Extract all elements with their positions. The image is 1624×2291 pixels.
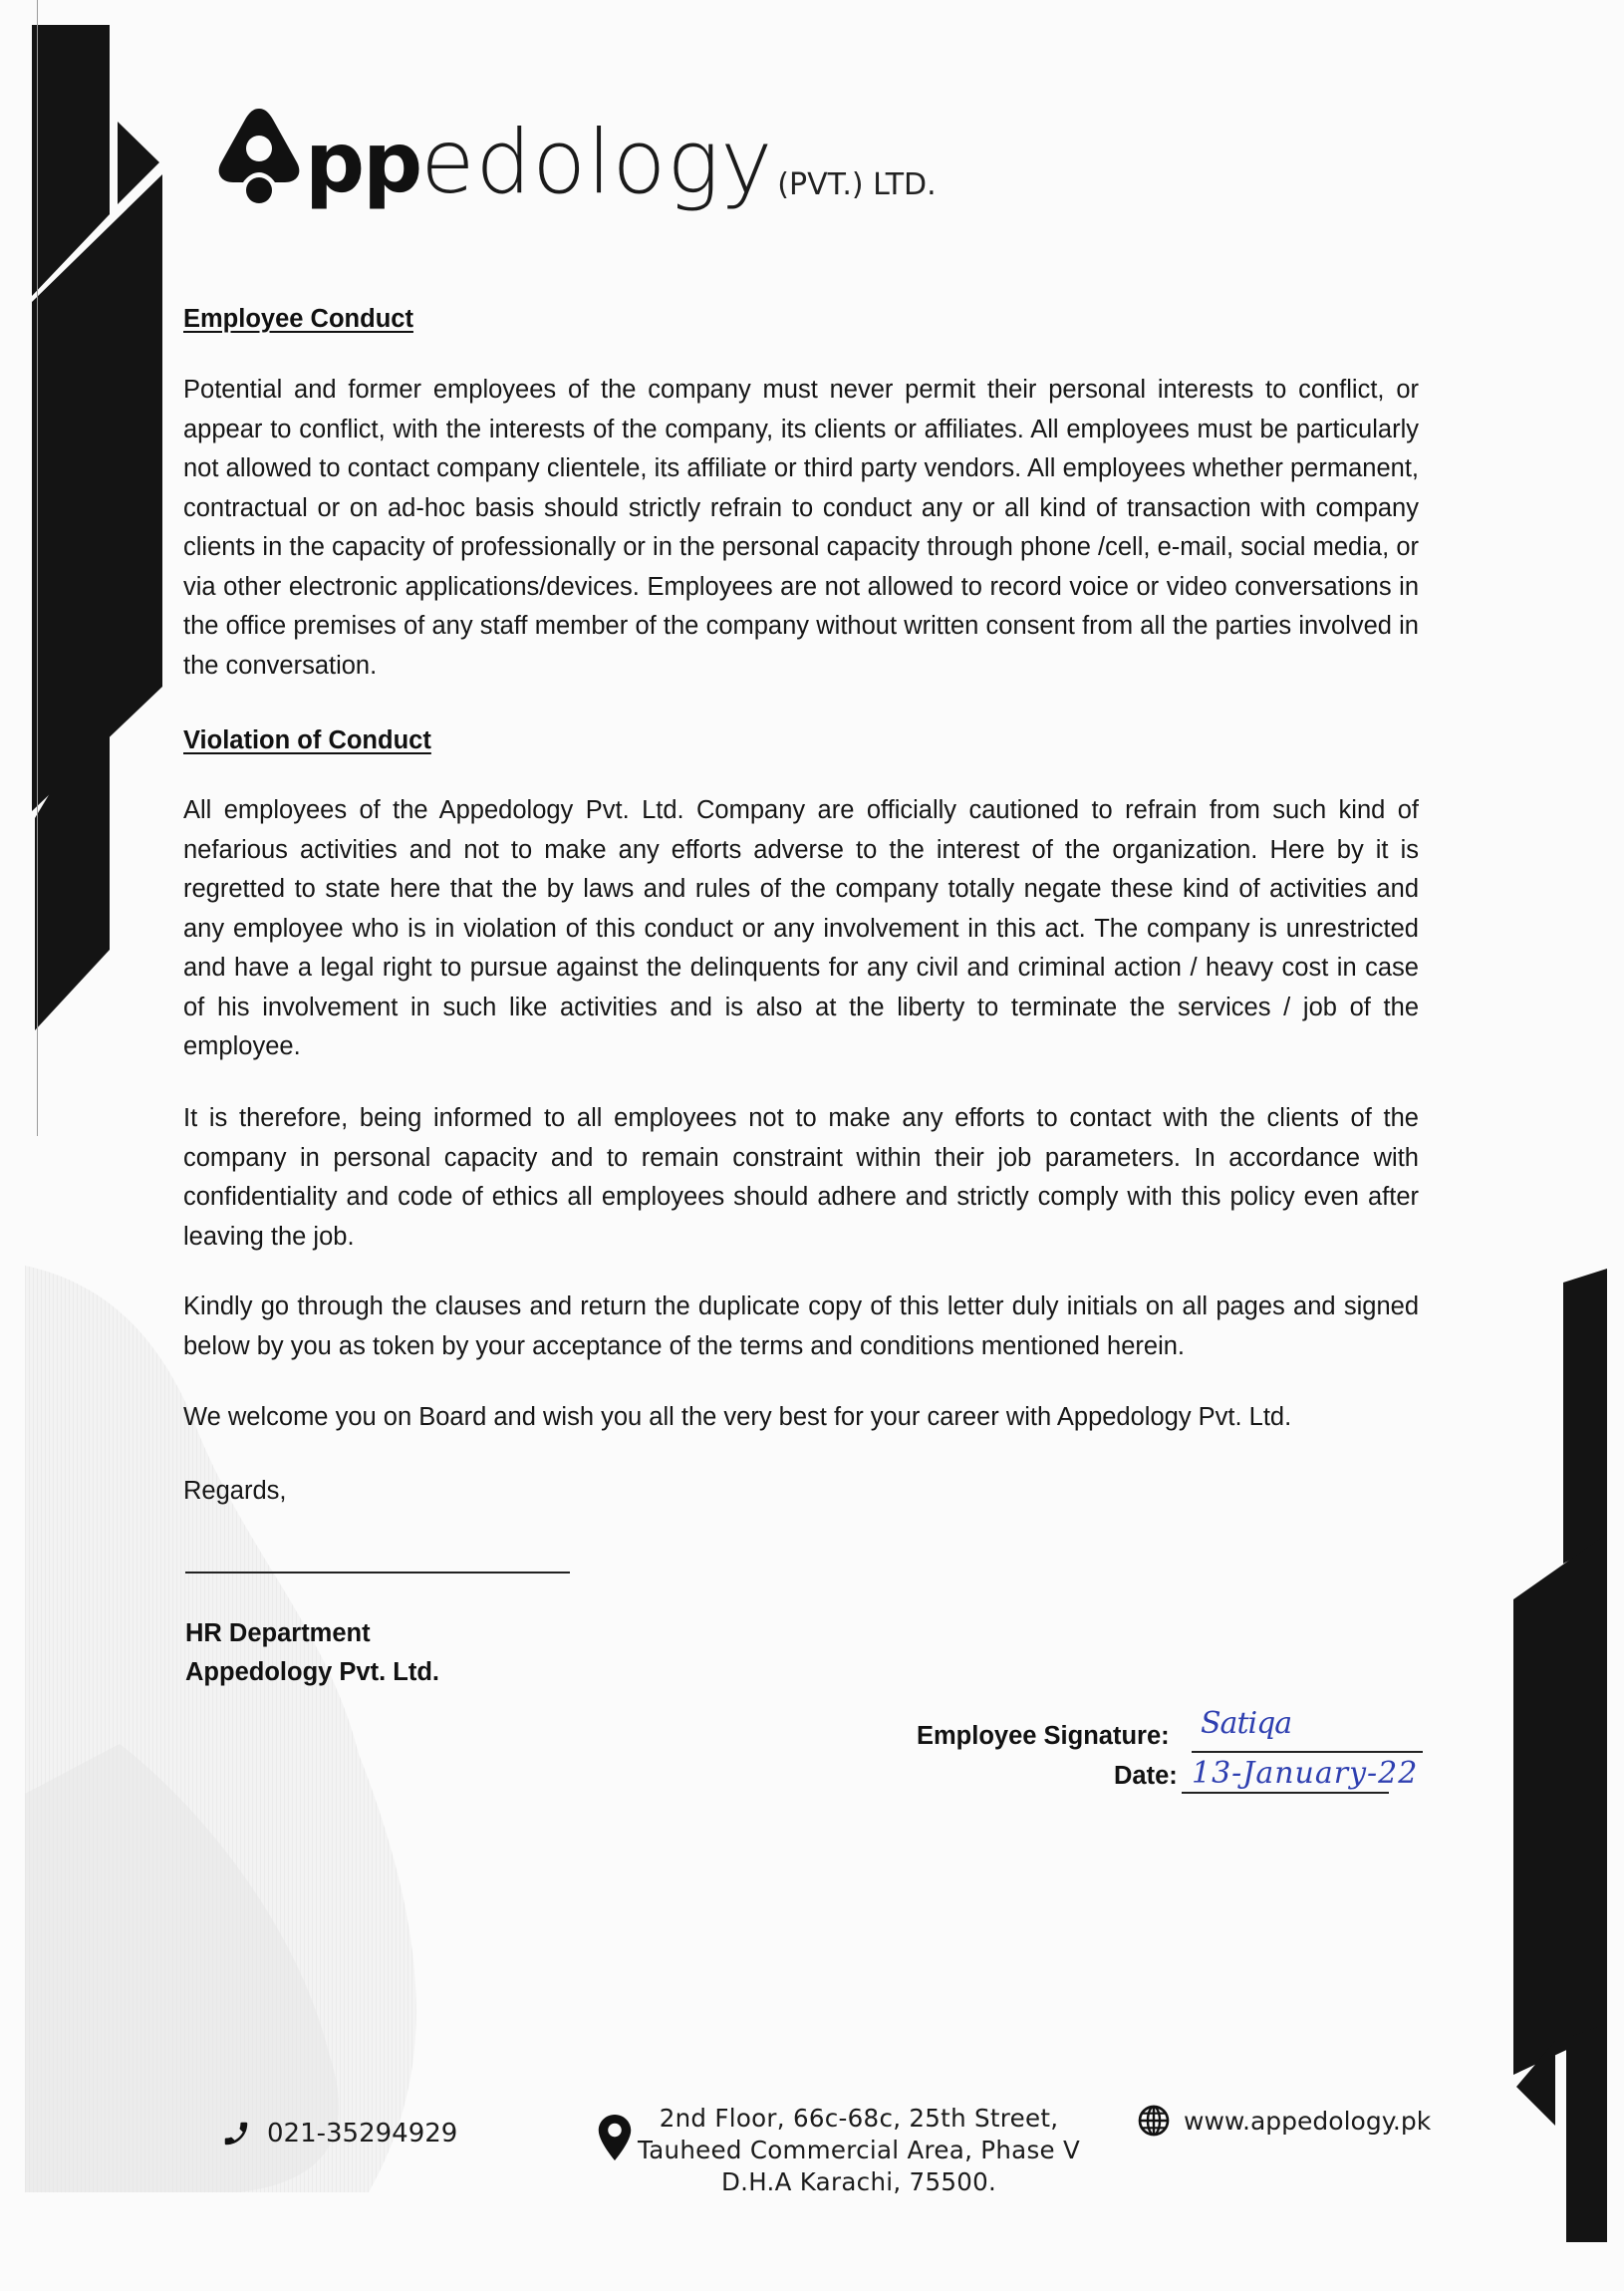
date-line xyxy=(1182,1792,1389,1794)
hr-signature-line xyxy=(185,1572,570,1574)
letterhead-footer xyxy=(0,2103,1624,2212)
hr-company: Appedology Pvt. Ltd. xyxy=(185,1658,439,1686)
hr-department: HR Department xyxy=(185,1619,371,1647)
date-label: Date: xyxy=(1114,1762,1178,1790)
logo-a-mark-icon xyxy=(217,107,301,204)
logo-suffix: (PVT.) LTD. xyxy=(777,167,937,202)
footer-phone xyxy=(221,2119,457,2148)
date-handwritten: 13-January-22 xyxy=(1192,1756,1419,1791)
paragraph-violation: All employees of the Appedology Pvt. Ltd. Company are officially cautioned to refrain from such kind of nefarious activities and not to make any efforts adverse to the interest of the organization. Here by it is regretted to state here that the by laws and rules of the company totally negate these kind of activities and any employee who is in violation of this conduct or any involvement in this act. The company is unrestricted and have a legal right to pursue against the delinquents for any civil and criminal action / heavy cost in case of his involvement in such like activities and is also at the liberty to terminate the services / job of the employee. xyxy=(183,796,1419,1060)
hr-signatory-block xyxy=(185,1614,439,1692)
paragraph-kindly: Kindly go through the clauses and return the duplicate copy of this letter duly initials on all pages and signed below by you as token by your acceptance of the terms and conditions mentioned herein. xyxy=(183,1292,1419,1360)
address-line-3: D.H.A Karachi, 75500. xyxy=(720,2167,997,2196)
employee-signature-label: Employee Signature: xyxy=(917,1722,1170,1750)
logo-text-thin: edology xyxy=(420,111,774,213)
footer-website xyxy=(1138,2105,1431,2137)
paragraph-employee-conduct: Potential and former employees of the company must never permit their personal interests to conflict, or appear to conflict, with the interests of the company, its clients or affiliates. All employees must be particularly not allowed to contact company clientele, its affiliate or third party vendors. All employees whether permanent, contractual or on ad-hoc basis should strictly refrain to conduct any or all kind of transaction with company clients in the capacity of professionally or in the personal capacity through phone /cell, e-mail, social media, or via other electronic applications/devices. Employees are not allowed to record voice or video conversations in the office premises of any staff member of the company without written consent from all the parties involved in the conversation. xyxy=(183,376,1419,680)
logo-text-bold: pp xyxy=(305,114,421,211)
company-logo xyxy=(217,95,937,213)
paragraph-welcome: We welcome you on Board and wish you all the very best for your career with Appedology Pvt. Ltd. xyxy=(183,1403,1292,1431)
section-heading-employee-conduct: Employee Conduct xyxy=(183,305,413,333)
employee-signature-handwritten: Satiqa xyxy=(1201,1706,1292,1741)
website-link[interactable]: www.appedology.pk xyxy=(1184,2106,1432,2136)
phone-icon xyxy=(221,2119,251,2148)
phone-number: 021-35294929 xyxy=(267,2119,458,2148)
address-line-2: Tauheed Commercial Area, Phase V xyxy=(638,2136,1081,2164)
paragraph-therefore: It is therefore, being informed to all employees not to make any efforts to contact with the clients of the company in personal capacity and to remain constraint within their job parameters. In accordance with confidentiality and code of ethics all employees should adhere and strictly comply with this policy even after leaving the job. xyxy=(183,1104,1419,1251)
address-line-1: 2nd Floor, 66c-68c, 25th Street, xyxy=(659,2104,1059,2133)
closing-regards: Regards, xyxy=(183,1477,287,1505)
section-heading-violation-of-conduct: Violation of Conduct xyxy=(183,726,431,754)
globe-icon xyxy=(1138,2105,1170,2137)
footer-address xyxy=(598,2103,1080,2198)
map-pin-icon xyxy=(598,2115,632,2160)
employee-signature-line xyxy=(1192,1751,1423,1753)
scan-edge-line xyxy=(37,0,38,1136)
